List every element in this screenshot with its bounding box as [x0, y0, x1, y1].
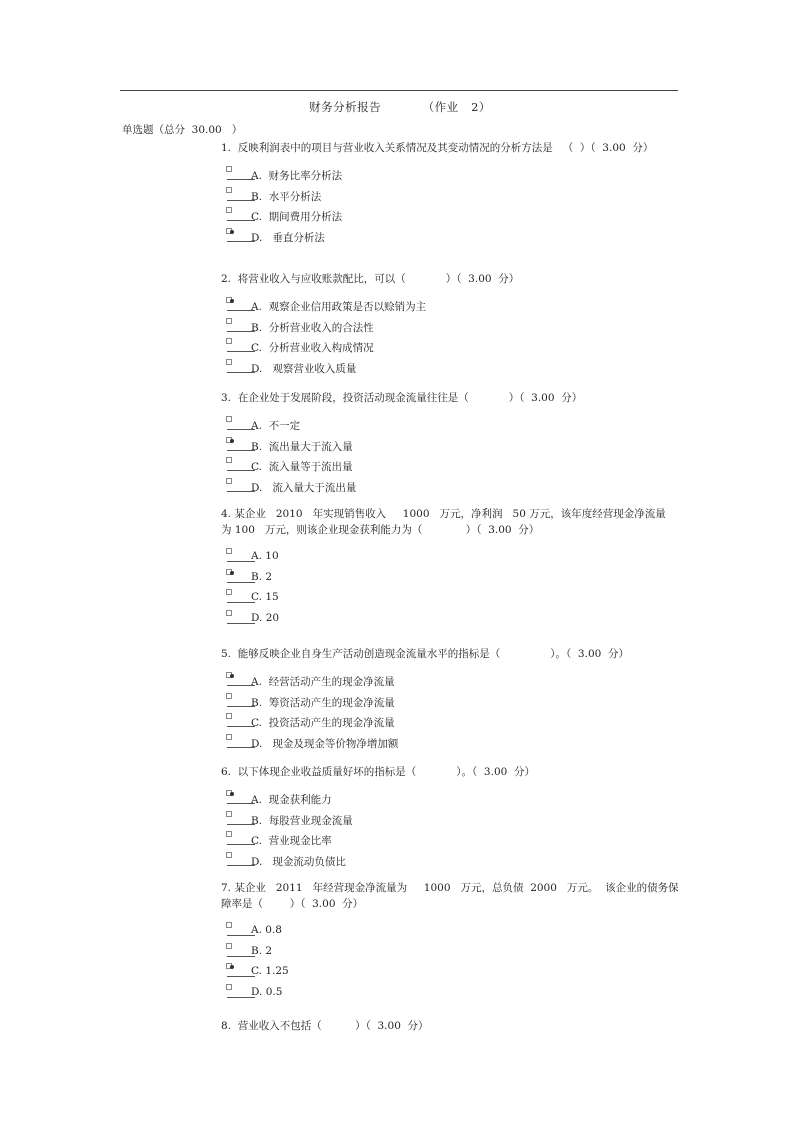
option-list — [218, 548, 688, 630]
radio-unselected-icon[interactable] — [224, 166, 250, 180]
option-list — [218, 922, 688, 1004]
answer-option[interactable] — [218, 228, 688, 249]
radio-unselected-icon[interactable] — [224, 207, 250, 221]
answer-option[interactable] — [218, 693, 688, 714]
answer-option[interactable] — [218, 984, 688, 1005]
radio-unselected-icon[interactable] — [224, 831, 250, 845]
option-label: A. 现金获利能力 — [251, 794, 332, 806]
radio-unselected-icon[interactable] — [224, 734, 250, 748]
option-label: C. 分析营业收入构成情况 — [251, 342, 374, 354]
option-list — [218, 790, 688, 872]
answer-option[interactable] — [218, 852, 688, 873]
radio-unselected-icon[interactable] — [224, 416, 250, 430]
question-3 — [218, 390, 688, 498]
answer-option[interactable] — [218, 207, 688, 228]
question-6 — [218, 764, 688, 872]
question-text: 2. 将营业收入与应收账款配比，可以（ ）（ 3.00 分） — [221, 273, 520, 285]
option-label: A. 经营活动产生的现金净流量 — [251, 676, 395, 688]
answer-option[interactable] — [218, 359, 688, 380]
radio-selected-icon[interactable] — [224, 672, 250, 686]
question-text: 8. 营业收入不包括（ ）（ 3.00 分） — [221, 1020, 429, 1032]
radio-unselected-icon[interactable] — [224, 359, 250, 373]
answer-option[interactable] — [218, 922, 688, 943]
radio-unselected-icon[interactable] — [224, 610, 250, 624]
radio-selected-icon[interactable] — [224, 569, 250, 583]
question-2 — [218, 271, 688, 379]
option-list — [218, 297, 688, 379]
radio-unselected-icon[interactable] — [224, 457, 250, 471]
radio-unselected-icon[interactable] — [224, 693, 250, 707]
question-text: 3. 在企业处于发展阶段，投资活动现金流量往往是（ ）（ 3.00 分） — [221, 392, 583, 404]
question-text: 4. 某企业 2010 年实现销售收入 1000 万元，净利润 50 万元，该年度经营现金净流量 为 100 万元，则该企业现金获利能力为（ ）（ 3.00 分） — [221, 508, 666, 536]
answer-option[interactable] — [218, 187, 688, 208]
option-label: A. 观察企业信用政策是否以赊销为主 — [251, 301, 427, 313]
radio-unselected-icon[interactable] — [224, 478, 250, 492]
option-label: B. 分析营业收入的合法性 — [251, 321, 374, 334]
option-label: B. 筹资活动产生的现金净流量 — [251, 696, 395, 709]
option-label: D. 垂直分析法 — [251, 231, 325, 244]
answer-option[interactable] — [218, 478, 688, 499]
answer-option[interactable] — [218, 811, 688, 832]
option-label: B. 每股营业现金流量 — [251, 814, 353, 827]
answer-option[interactable] — [218, 589, 688, 610]
answer-option[interactable] — [218, 166, 688, 187]
radio-selected-icon[interactable] — [224, 297, 250, 311]
option-label: C. 期间费用分析法 — [251, 211, 343, 223]
question-text: 6. 以下体现企业收益质量好坏的指标是（ ）。（ 3.00 分） — [221, 766, 535, 778]
question-5 — [218, 646, 688, 754]
answer-option[interactable] — [218, 318, 688, 339]
radio-selected-icon[interactable] — [224, 437, 250, 451]
radio-selected-icon[interactable] — [224, 790, 250, 804]
answer-option[interactable] — [218, 734, 688, 755]
answer-option[interactable] — [218, 831, 688, 852]
answer-option[interactable] — [218, 569, 688, 590]
radio-unselected-icon[interactable] — [224, 548, 250, 562]
radio-unselected-icon[interactable] — [224, 713, 250, 727]
option-label: B. 2 — [251, 944, 273, 957]
radio-unselected-icon[interactable] — [224, 187, 250, 201]
option-label: A. 0.8 — [251, 924, 282, 936]
option-label: A. 10 — [251, 550, 279, 562]
option-list — [218, 416, 688, 498]
radio-unselected-icon[interactable] — [224, 589, 250, 603]
option-label: B. 流出量大于流入量 — [251, 440, 353, 453]
page-title: 财务分析报告 （作业 2） — [309, 100, 491, 114]
section-label: 单选题（总分 30.00 ） — [122, 124, 243, 136]
answer-option[interactable] — [218, 416, 688, 437]
option-label: D. 观察营业收入质量 — [251, 362, 357, 375]
header-rule — [120, 90, 678, 91]
answer-option[interactable] — [218, 437, 688, 458]
radio-unselected-icon[interactable] — [224, 338, 250, 352]
radio-selected-icon[interactable] — [224, 228, 250, 242]
radio-unselected-icon[interactable] — [224, 984, 250, 998]
option-label: C. 流入量等于流出量 — [251, 461, 353, 473]
answer-option[interactable] — [218, 297, 688, 318]
answer-option[interactable] — [218, 963, 688, 984]
question-8 — [218, 1018, 688, 1034]
option-label: D. 20 — [251, 611, 280, 624]
answer-option[interactable] — [218, 338, 688, 359]
answer-option[interactable] — [218, 790, 688, 811]
option-label: A. 财务比率分析法 — [251, 170, 343, 182]
option-list — [218, 672, 688, 754]
question-text: 1. 反映利润表中的项目与营业收入关系情况及其变动情况的分析方法是 （ ）（ 3.00 分） — [221, 142, 654, 154]
answer-option[interactable] — [218, 672, 688, 693]
radio-unselected-icon[interactable] — [224, 922, 250, 936]
answer-option[interactable] — [218, 548, 688, 569]
option-label: D. 现金及现金等价物净增加额 — [251, 737, 399, 750]
option-label: D. 流入量大于流出量 — [251, 481, 357, 494]
question-text: 5. 能够反映企业自身生产活动创造现金流量水平的指标是（ ）。（ 3.00 分） — [221, 648, 629, 660]
option-label: C. 营业现金比率 — [251, 835, 332, 847]
radio-unselected-icon[interactable] — [224, 811, 250, 825]
answer-option[interactable] — [218, 610, 688, 631]
question-1 — [218, 140, 688, 248]
option-label: B. 水平分析法 — [251, 190, 322, 203]
option-label: D. 现金流动负债比 — [251, 855, 346, 868]
radio-unselected-icon[interactable] — [224, 943, 250, 957]
option-label: C. 投资活动产生的现金净流量 — [251, 717, 395, 729]
radio-unselected-icon[interactable] — [224, 852, 250, 866]
question-7 — [218, 880, 688, 1004]
option-label: A. 不一定 — [251, 420, 301, 432]
question-4 — [218, 506, 688, 630]
answer-option[interactable] — [218, 713, 688, 734]
option-label: C. 1.25 — [251, 965, 289, 977]
option-label: B. 2 — [251, 570, 273, 583]
option-list — [218, 166, 688, 248]
answer-option[interactable] — [218, 943, 688, 964]
answer-option[interactable] — [218, 457, 688, 478]
option-label: D. 0.5 — [251, 985, 283, 998]
question-text: 7. 某企业 2011 年经营现金净流量为 1000 万元，总负债 2000 万元。 该企业的债务保 障率是（ ）（ 3.00 分） — [221, 882, 679, 910]
radio-unselected-icon[interactable] — [224, 318, 250, 332]
radio-selected-icon[interactable] — [224, 963, 250, 977]
option-label: C. 15 — [251, 591, 279, 603]
